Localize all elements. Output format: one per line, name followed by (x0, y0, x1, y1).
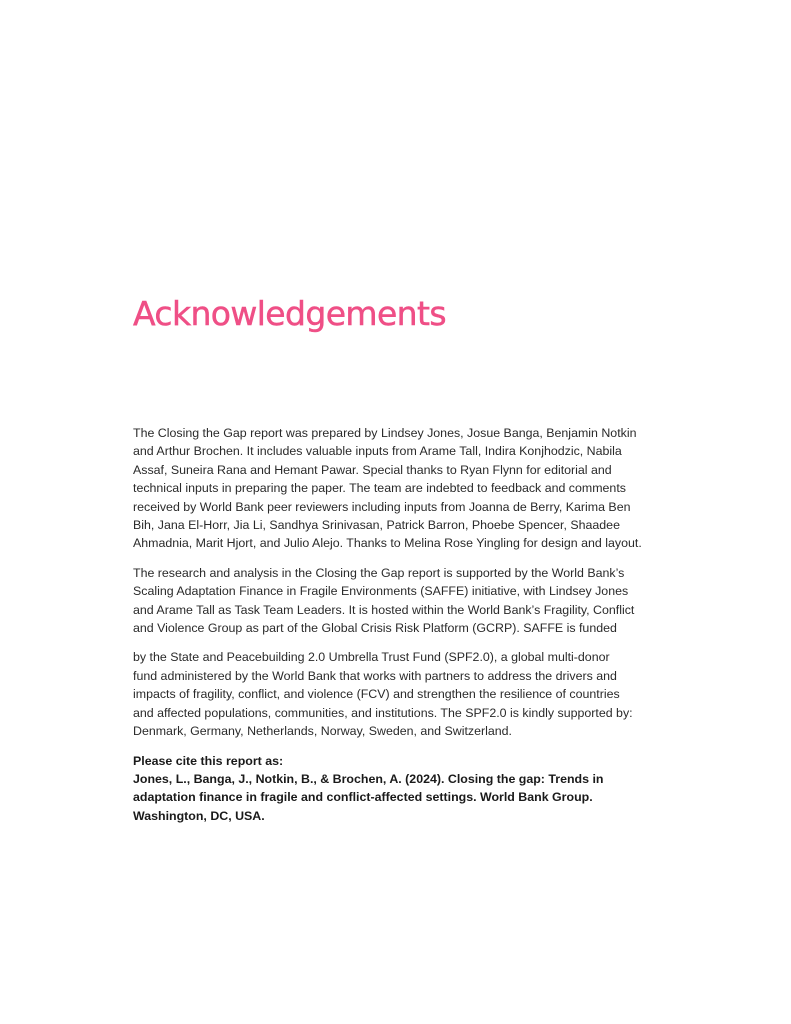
text-line: impacts of fragility, conflict, and violence (FCV) and strengthen the resilience of countries (133, 687, 620, 702)
text-line: Scaling Adaptation Finance in Fragile Environments (SAFFE) initiative, with Lindsey Jones (133, 584, 629, 599)
citation-block (133, 752, 663, 826)
page-title: Acknowledgements (133, 294, 446, 333)
text-line: by the State and Peacebuilding 2.0 Umbrella Trust Fund (SPF2.0), a global multi-donor (133, 650, 610, 665)
text-line: received by World Bank peer reviewers including inputs from Joanna de Berry, Karima Ben (133, 499, 631, 514)
acknowledgements-body (133, 424, 663, 825)
text-line: The research and analysis in the Closing the Gap report is supported by the World Bank’s (133, 565, 625, 580)
text-line: Ahmadnia, Marit Hjort, and Julio Alejo. Thanks to Melina Rose Yingling for design and layout. (133, 536, 642, 551)
paragraph-funding (133, 648, 663, 740)
text-line: and affected populations, communities, and institutions. The SPF2.0 is kindly supported by: (133, 705, 633, 720)
citation-line: adaptation finance in fragile and conflict-affected settings. World Bank Group. (133, 790, 593, 805)
citation-heading: Please cite this report as: (133, 753, 284, 768)
text-line: and Violence Group as part of the Global Crisis Risk Platform (GCRP). SAFFE is funded (133, 621, 617, 636)
text-line: technical inputs in preparing the paper. The team are indebted to feedback and comments (133, 481, 626, 496)
text-line: Denmark, Germany, Netherlands, Norway, Sweden, and Switzerland. (133, 724, 512, 739)
text-line: and Arthur Brochen. It includes valuable inputs from Arame Tall, Indira Konjhodzic, Nabila (133, 444, 622, 459)
citation-line: Washington, DC, USA. (133, 808, 265, 823)
paragraph-authors (133, 424, 663, 553)
citation-line: Jones, L., Banga, J., Notkin, B., & Brochen, A. (2024). Closing the gap: Trends in (133, 771, 604, 786)
text-line: The Closing the Gap report was prepared by Lindsey Jones, Josue Banga, Benjamin Notkin (133, 426, 637, 440)
text-line: fund administered by the World Bank that works with partners to address the drivers and (133, 668, 617, 683)
paragraph-research-support (133, 564, 663, 638)
text-line: Bih, Jana El-Horr, Jia Li, Sandhya Srinivasan, Patrick Barron, Phoebe Spencer, Shaadee (133, 518, 620, 533)
text-line: and Arame Tall as Task Team Leaders. It is hosted within the World Bank’s Fragility, Conflict (133, 602, 635, 617)
text-line: Assaf, Suneira Rana and Hemant Pawar. Special thanks to Ryan Flynn for editorial and (133, 462, 612, 477)
